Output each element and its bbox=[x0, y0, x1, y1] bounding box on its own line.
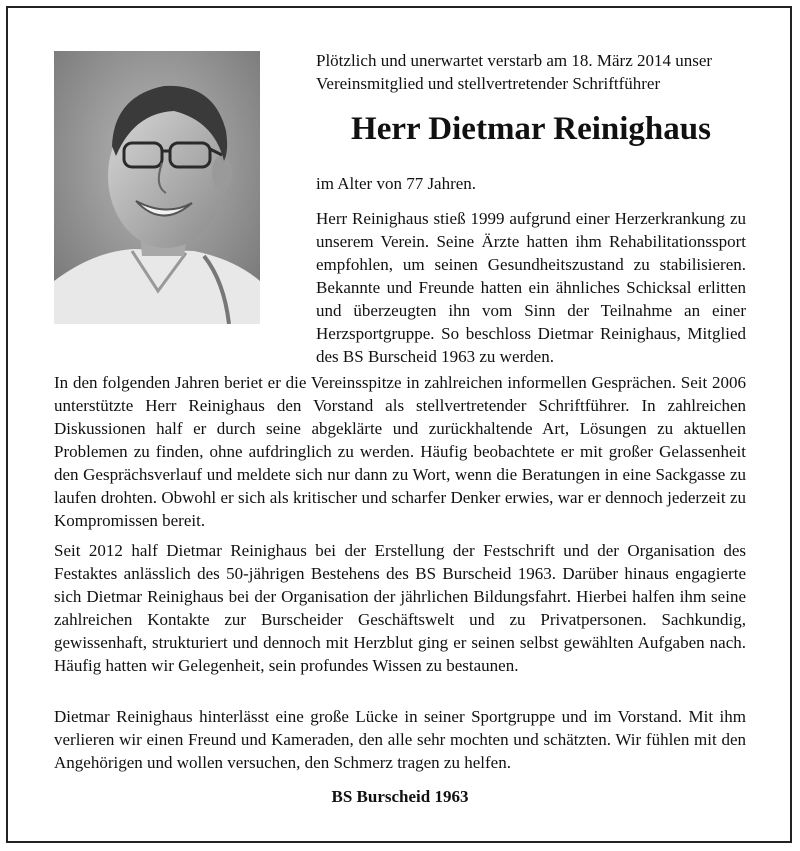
portrait-icon bbox=[54, 51, 260, 324]
paragraph-2: Seit 2012 half Dietmar Reinighaus bei der Erstellung der Festschrift und der Organisation des Festaktes anlässlich des 50-jährigen Bestehens des BS Burscheid 1963. Darüber hinaus engagierte sich Dietmar Reinighaus bei der Organisation der jährlichen Bildungsfahrt. Hierbei halfen ihm seine zahlreichen Kontakte zur Burscheider Geschäftswelt und zu Privatpersonen. Sachkundig, gewissenhaft, strukturiert und dennoch mit Herzblut ging er seinen selbst gewählten Aufgaben nach. Häufig hatten wir Gelegenheit, sein profundes Wissen zu bestaunen. bbox=[54, 541, 746, 675]
paragraph-1: In den folgenden Jahren beriet er die Vereinsspitze in zahlreichen informellen Gesprächen. Seit 2006 unterstützte Herr Reinighaus den Vorstand als stellvertretender Schriftführer. In zahlreichen Diskussionen half er durch seine abgeklärte und zurückhaltende Art, Lösungen zu aktuellen Problemen zu finden, ohne aufdringlich zu werden. Häufig beobachtete er mit großer Gelassenheit den Gesprächsverlauf und meldete sich nur dann zu Wort, wenn die Beratungen in eine Sackgasse zu laufen drohten. Obwohl er sich als kritischer und scharfer Denker erwies, war er dennoch jederzeit zu Kompromissen bereit. bbox=[54, 373, 746, 530]
deceased-name: Herr Dietmar Reinighaus bbox=[351, 111, 711, 147]
age-line: im Alter von 77 Jahren. bbox=[316, 174, 477, 193]
announcement-lead: Plötzlich und unerwartet verstarb am 18. März 2014 unser Vereinsmitglied und stellvertretender Schriftführer bbox=[316, 51, 713, 93]
paragraph-3: Dietmar Reinighaus hinterlässt eine große Lücke in seiner Sportgruppe und im Vorstand. Mit ihm verlieren wir einen Freund und Kameraden, den alle sehr mochten und schätzten. Wir fühlen mit den Angehörigen und wollen versuchen, den Schmerz tragen zu helfen. bbox=[54, 707, 746, 772]
club-signature: BS Burscheid 1963 bbox=[331, 787, 469, 806]
intro-paragraph: Herr Reinighaus stieß 1999 aufgrund einer Herzerkrankung zu unserem Verein. Seine Ärzte hatten ihm Rehabilitationssport empfohlen, um seinen Gesundheitszustand zu stabilisieren. Bekannte und Freunde hatten ein ähnliches Schicksal erlitten und überzeugten ihn vom Sinn der Teilnahme an einer Herzsportgruppe. So beschloss Dietmar Reinighaus, Mitglied des BS Burscheid 1963 zu werden. bbox=[316, 209, 746, 366]
portrait-photo bbox=[54, 51, 260, 324]
